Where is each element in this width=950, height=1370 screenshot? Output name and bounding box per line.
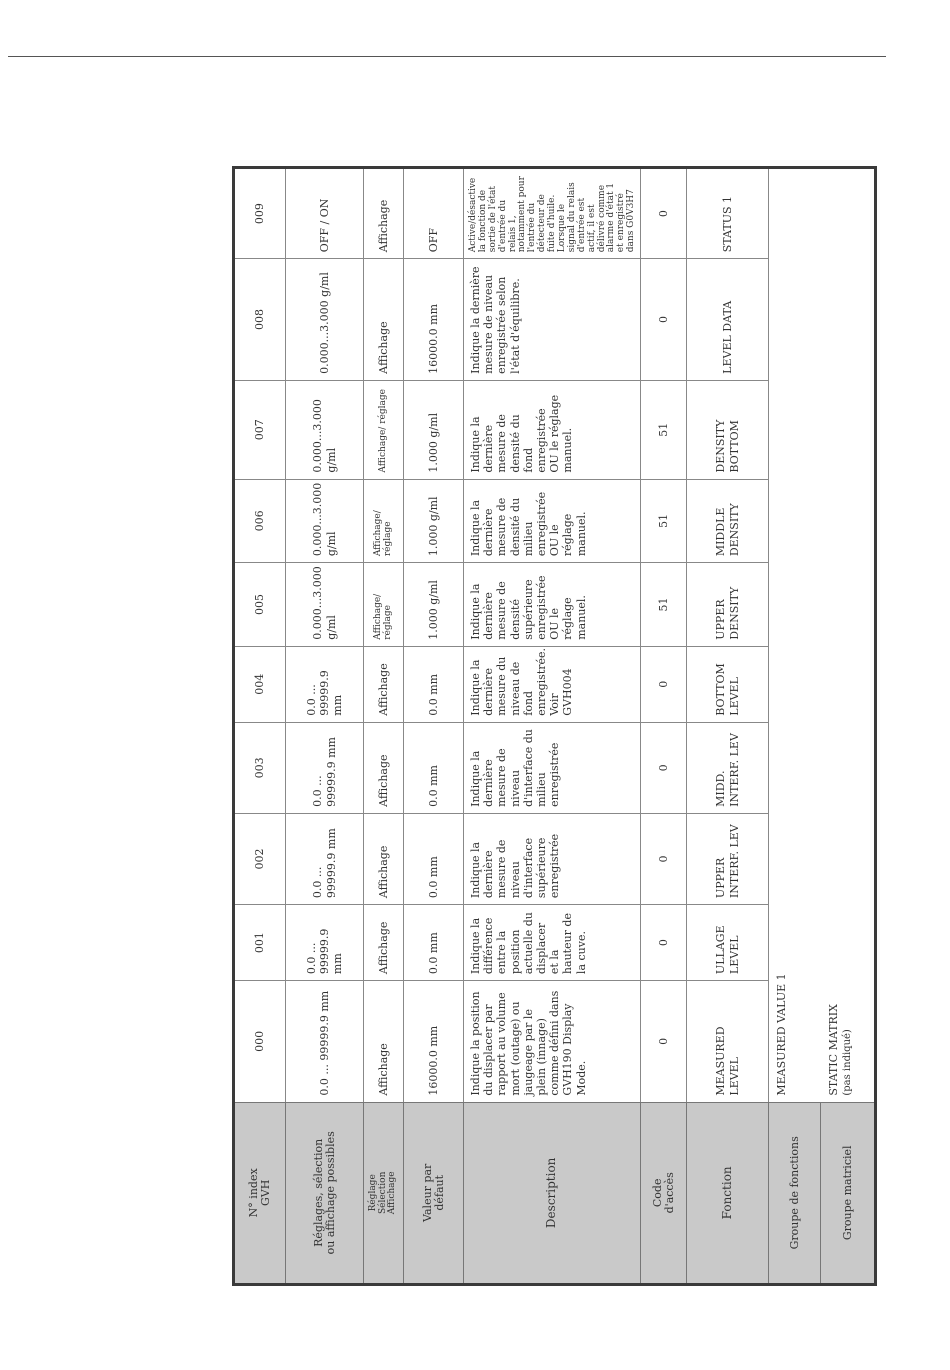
possibles-cell: 0.0 ... 99999.9 mm: [286, 722, 364, 813]
mode-cell: Affichage/ réglage: [364, 563, 404, 647]
defaut-cell: 1.000 g/ml: [404, 380, 464, 479]
header-reglage-mode: Réglage Sélection Affichage: [364, 1102, 404, 1284]
possibles-cell: 0.0 ... 99999.9 mm: [286, 981, 364, 1103]
index-cell: 009: [234, 168, 286, 259]
possibles-cell: 0.0 ... 99999.9 mm: [286, 646, 364, 722]
defaut-cell: 0.0 mm: [404, 646, 464, 722]
header-code-acces: Code d'accès: [641, 1102, 687, 1284]
fonction-cell: UPPER INTERF. LEV: [687, 813, 769, 904]
mode-row: [364, 168, 404, 1285]
header-row: [234, 168, 286, 1285]
defaut-row: [404, 168, 464, 1285]
description-cell: Indique la dernière mesure de niveau enregistrée selon l'état d'équilibre.: [464, 259, 641, 381]
defaut-cell: 1.000 g/ml: [404, 479, 464, 563]
description-cell: Indique la dernière mesure de densité supérieure enregistrée OU le réglage manuel.: [464, 563, 641, 647]
index-cell: 005: [234, 563, 286, 647]
mode-cell: Affichage: [364, 259, 404, 381]
parameter-table: [232, 166, 877, 1286]
index-cell: 003: [234, 722, 286, 813]
mode-cell: Affichage: [364, 722, 404, 813]
matrix-group-row: [821, 168, 876, 1285]
fonction-cell: MIDD. INTERF. LEV: [687, 722, 769, 813]
defaut-cell: 16000.0 mm: [404, 259, 464, 381]
index-cell: 004: [234, 646, 286, 722]
code-cell: 0: [641, 259, 687, 381]
index-cell: 007: [234, 380, 286, 479]
code-cell: 0: [641, 905, 687, 981]
code-row: [641, 168, 687, 1285]
parameter-table-rotated: [232, 166, 854, 1286]
possibles-row: [286, 168, 364, 1285]
mode-cell: Affichage: [364, 813, 404, 904]
description-cell: Indique la dernière mesure de niveau d'interface du milieu enregistrée: [464, 722, 641, 813]
header-fonction: Fonction: [687, 1102, 769, 1284]
matrix-name: STATIC MATRIX: [826, 1004, 840, 1096]
matrix-note: (pas indiqué): [841, 1029, 853, 1096]
possibles-cell: 0.0 ... 99999.9 mm: [286, 813, 364, 904]
code-cell: 51: [641, 479, 687, 563]
possibles-cell: 0.000...3.000 g/ml: [286, 259, 364, 381]
fonction-cell: BOTTOM LEVEL: [687, 646, 769, 722]
index-cell: 001: [234, 905, 286, 981]
description-row: [464, 168, 641, 1285]
defaut-cell: 0.0 mm: [404, 813, 464, 904]
defaut-cell: 0.0 mm: [404, 722, 464, 813]
matrix-group-cell: [821, 168, 876, 1103]
description-cell: Indique la dernière mesure de densité du milieu enregistrée OU le réglage manuel.: [464, 479, 641, 563]
header-description: Description: [464, 1102, 641, 1284]
fonction-cell: LEVEL DATA: [687, 259, 769, 381]
description-cell: Indique la position du displacer par rapport au volume mort (outage) ou jaugeage par le plein (innage) comme défini dans GVH190 Display Mode.: [464, 981, 641, 1103]
header-groupe-matriciel: Groupe matriciel: [821, 1102, 876, 1284]
index-cell: 008: [234, 259, 286, 381]
code-cell: 0: [641, 813, 687, 904]
function-group-row: [769, 168, 821, 1285]
fonction-cell: UPPER DENSITY: [687, 563, 769, 647]
code-cell: 51: [641, 563, 687, 647]
possibles-cell: 0.0 ... 99999.9 mm: [286, 905, 364, 981]
code-cell: 51: [641, 380, 687, 479]
defaut-cell: 0.0 mm: [404, 905, 464, 981]
fonction-cell: DENSITY BOTTOM: [687, 380, 769, 479]
fonction-cell: ULLAGE LEVEL: [687, 905, 769, 981]
possibles-cell: OFF / ON: [286, 168, 364, 259]
defaut-cell: OFF: [404, 168, 464, 259]
header-index: N° index GVH: [234, 1102, 286, 1284]
description-cell: Indique la différence entre la position actuelle du displacer et la hauteur de la cuve.: [464, 905, 641, 981]
header-groupe-fonctions: Groupe de fonctions: [769, 1102, 821, 1284]
header-rule: [8, 56, 886, 57]
description-cell: Indique la dernière mesure de densité du fond enregistrée OU le réglage manuel.: [464, 380, 641, 479]
mode-cell: Affichage/ réglage: [364, 479, 404, 563]
possibles-cell: 0.000...3.000 g/ml: [286, 563, 364, 647]
possibles-cell: 0.000...3.000 g/ml: [286, 479, 364, 563]
fonction-cell: STATUS 1: [687, 168, 769, 259]
mode-cell: Affichage: [364, 168, 404, 259]
index-cell: 002: [234, 813, 286, 904]
description-cell: Indique la dernière mesure du niveau de fond enregistrée. Voir GVH004: [464, 646, 641, 722]
description-cell: Indique la dernière mesure de niveau d'interface supérieure enregistrée: [464, 813, 641, 904]
index-cell: 006: [234, 479, 286, 563]
code-cell: 0: [641, 981, 687, 1103]
fonction-cell: MEASURED LEVEL: [687, 981, 769, 1103]
mode-cell: Affichage: [364, 905, 404, 981]
code-cell: 0: [641, 646, 687, 722]
code-cell: 0: [641, 722, 687, 813]
possibles-cell: 0.000...3.000 g/ml: [286, 380, 364, 479]
fonction-cell: MIDDLE DENSITY: [687, 479, 769, 563]
mode-cell: Affichage: [364, 646, 404, 722]
fonction-row: [687, 168, 769, 1285]
header-valeur-defaut: Valeur par défaut: [404, 1102, 464, 1284]
defaut-cell: 1.000 g/ml: [404, 563, 464, 647]
mode-cell: Affichage/ réglage: [364, 380, 404, 479]
function-group-cell: MEASURED VALUE 1: [769, 168, 821, 1103]
defaut-cell: 16000.0 mm: [404, 981, 464, 1103]
description-cell: Active/désactive la fonction de sortie de l'état d'entrée du relais 1, notamment pour l'entrée du détecteur de fuite d'huile. Lorsque le signal du relais d'entrée est actif, il est délivré comme alarme d'état 1 et enregistré dans G0V3H7: [464, 168, 641, 259]
mode-cell: Affichage: [364, 981, 404, 1103]
header-reglages-possibles: Réglages, sélection ou affichage possibles: [286, 1102, 364, 1284]
index-cell: 000: [234, 981, 286, 1103]
code-cell: 0: [641, 168, 687, 259]
